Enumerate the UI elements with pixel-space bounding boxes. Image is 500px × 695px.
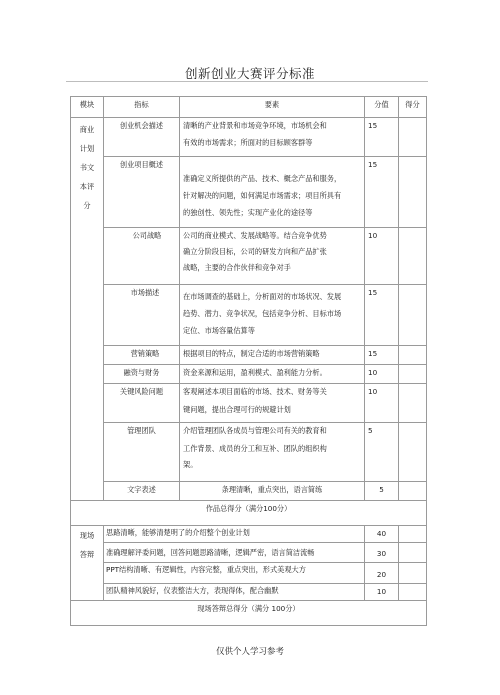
defense-criterion: 思路清晰，能够清楚明了的介绍整个创业计划	[104, 526, 365, 543]
element-cell: 公司的商业模式、发展战略等。结合竞争优势 确立分阶段目标，公司的研发方向和产品扩张 战略，主要的合作伙伴和竞争对手	[180, 228, 365, 285]
indicator-cell: 文字表述	[104, 482, 180, 501]
module-defense: 现场 答辩	[71, 526, 104, 601]
score-cell: 40	[365, 526, 399, 543]
score-cell: 10	[365, 384, 399, 423]
table-row	[71, 584, 427, 601]
footer-note: 仅供个人学习参考	[215, 647, 284, 657]
defense-criterion: PPT结构清晰、有逻辑性，内容完整，重点突出，形式美观大方	[104, 563, 365, 584]
table-row	[71, 482, 427, 501]
indicator-cell: 营销策略	[104, 346, 180, 365]
score-cell: 5	[365, 482, 399, 501]
header-module: 模块	[71, 97, 104, 118]
title-rule	[66, 81, 428, 82]
score-cell: 10	[365, 365, 399, 384]
earned-cell	[399, 346, 427, 365]
defense-criterion: 准确理解评委问题，回答问题思路清晰，逻辑严密，语言简洁流畅	[104, 543, 365, 563]
score-cell: 5	[365, 423, 399, 482]
earned-cell	[399, 384, 427, 423]
earned-cell	[399, 118, 427, 157]
defense-criterion: 团队精神风貌好，仪表整洁大方，表现得体，配合幽默	[104, 584, 365, 601]
score-cell: 15	[365, 118, 399, 157]
header-score: 分值	[365, 97, 399, 118]
total-row	[71, 501, 427, 526]
earned-cell	[399, 157, 427, 228]
table-row	[71, 285, 427, 346]
header-earned: 得分	[399, 97, 427, 118]
table-row	[71, 228, 427, 285]
table-row	[71, 543, 427, 563]
score-cell: 15	[365, 157, 399, 228]
earned-cell	[399, 584, 427, 601]
score-cell: 15	[365, 285, 399, 346]
indicator-cell: 创业项目概述	[104, 157, 180, 228]
page-title: 创新创业大赛评分标准	[184, 66, 315, 81]
earned-cell	[399, 482, 427, 501]
element-cell: 在市场调查的基础上，分析面对的市场状况、发展 趋势、潜力、竞争状况，包括竞争分析、目标市场 定位、市场容量估算等	[180, 285, 365, 346]
indicator-cell: 管理团队	[104, 423, 180, 482]
indicator-cell: 市场描述	[104, 285, 180, 346]
earned-cell	[399, 543, 427, 563]
table-row	[71, 423, 427, 482]
defense-total-score: 现场答辩总得分（满分 100分）	[71, 601, 427, 626]
earned-cell	[399, 563, 427, 584]
table-row	[71, 384, 427, 423]
element-cell: 根据项目的特点，制定合适的市场营销策略	[180, 346, 365, 365]
table-row	[71, 118, 427, 157]
module-business-plan: 商业 计划 书文 本评 分	[71, 118, 104, 501]
indicator-cell: 公司战略	[104, 228, 180, 285]
element-cell: 资金来源和运用，盈利模式、盈利能力分析。	[180, 365, 365, 384]
table-row	[71, 365, 427, 384]
score-cell: 10	[365, 228, 399, 285]
earned-cell	[399, 285, 427, 346]
header-row	[71, 97, 427, 118]
header-element: 要素	[180, 97, 365, 118]
element-cell: 介绍管理团队各成员与管理公司有关的教育和 工作背景、成员的分工和互补、团队的组织构 架。	[180, 423, 365, 482]
element-cell: 条理清晰，重点突出，语言简练	[180, 482, 365, 501]
table-row	[71, 563, 427, 584]
indicator-cell: 关键风险问题	[104, 384, 180, 423]
work-total-score: 作品总得分（满分100分）	[71, 501, 427, 526]
element-cell: 客观阐述本项目面临的市场、技术、财务等关 键问题，提出合理可行的规避计划	[180, 384, 365, 423]
total-row	[71, 601, 427, 626]
earned-cell	[399, 365, 427, 384]
earned-cell	[399, 526, 427, 543]
score-cell: 20	[365, 563, 399, 584]
header-indicator: 指标	[104, 97, 180, 118]
element-cell: 清晰的产业背景和市场竞争环境，市场机会和 有效的市场需求；所面对的目标顾客群等	[180, 118, 365, 157]
table-row	[71, 157, 427, 228]
indicator-cell: 融资与财务	[104, 365, 180, 384]
score-cell: 10	[365, 584, 399, 601]
indicator-cell: 创业机会描述	[104, 118, 180, 157]
score-cell: 15	[365, 346, 399, 365]
element-cell: 准确定义所提供的产品、技术、概念产品和服务， 针对解决的问题，如何满足市场需求；项目所具有 的独创性、领先性；实现产业化的途径等	[180, 157, 365, 228]
table-row	[71, 526, 427, 543]
scoring-table	[70, 96, 427, 626]
earned-cell	[399, 228, 427, 285]
table-row	[71, 346, 427, 365]
earned-cell	[399, 423, 427, 482]
score-cell: 30	[365, 543, 399, 563]
